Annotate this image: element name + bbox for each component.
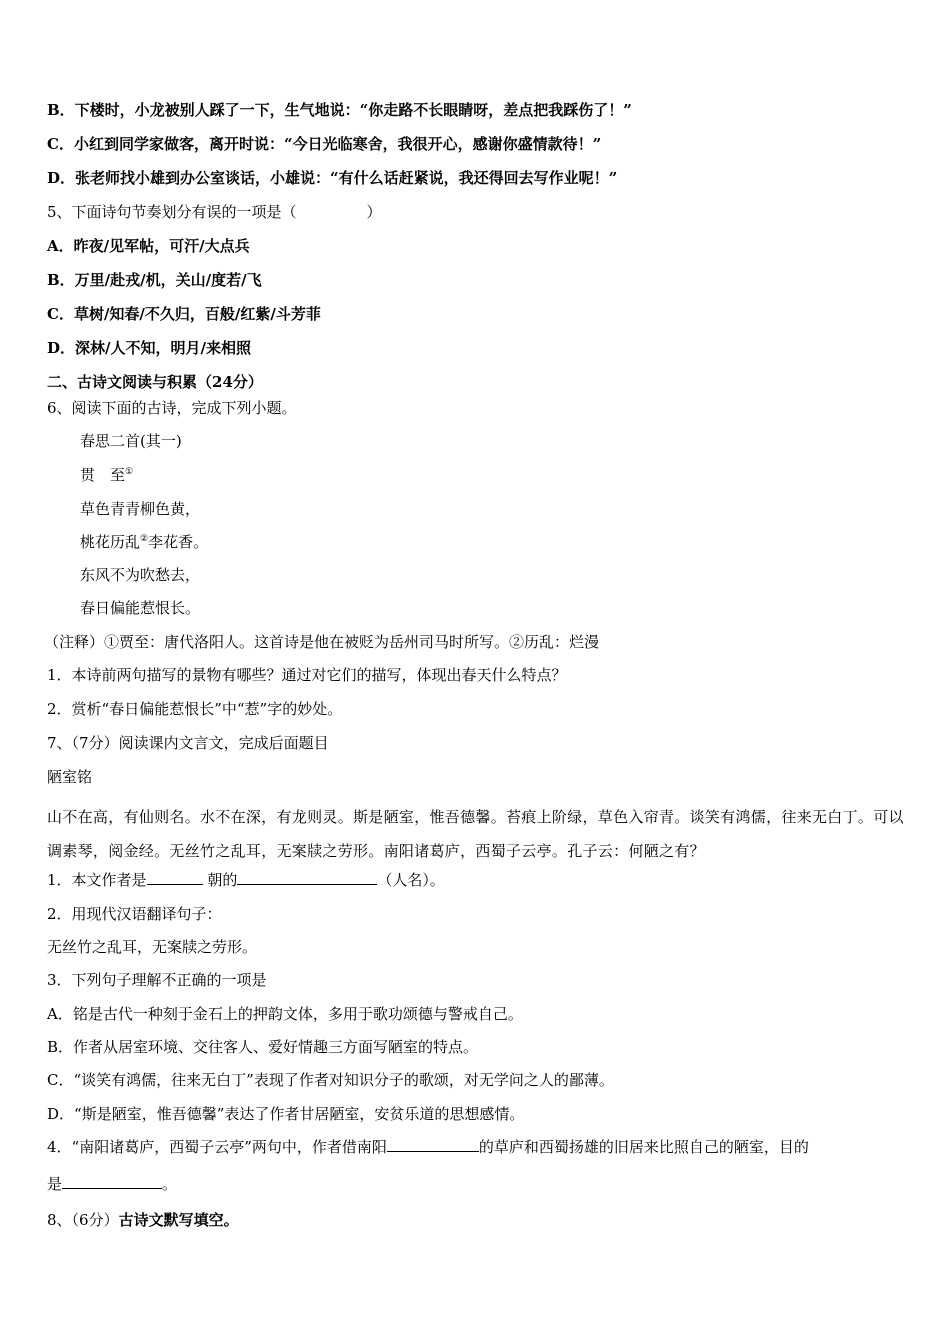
q7-sub-1-b: 朝的 <box>207 871 238 889</box>
q5-stem <box>47 202 382 222</box>
q7-sub-1 <box>47 870 445 890</box>
author-blank[interactable] <box>237 870 377 885</box>
q7-stem: 7、（7分）阅读课内文言文，完成后面题目 <box>47 734 329 752</box>
section-heading: 二、古诗文阅读与积累（24分） <box>47 373 263 391</box>
q6-sub-1: 1．本诗前两句描写的景物有哪些？通过对它们的描写，体现出春天什么特点？ <box>47 666 567 684</box>
q6-sub-2: 2．赏析“春日偏能惹恨长”中“惹”字的妙处。 <box>47 700 343 718</box>
q7-sub-3-option-d: D．“斯是陋室，惟吾德馨”表达了作者甘居陋室，安贫乐道的思想感情。 <box>47 1105 525 1123</box>
q7-sub-4-a: 4．“南阳诸葛庐，西蜀子云亭”两句中，作者借南阳 <box>47 1138 387 1156</box>
purpose-blank[interactable] <box>62 1174 162 1189</box>
q7-sub-3: 3．下列句子理解不正确的一项是 <box>47 971 267 989</box>
q6-stem: 6、阅读下面的古诗，完成下列小题。 <box>47 399 297 417</box>
author-note-mark: ① <box>125 467 134 477</box>
poem-title: 春思二首(其一) <box>80 432 182 450</box>
q7-sub-3-option-c: C．“谈笑有鸿儒，往来无白丁”表现了作者对知识分子的歌颂，对无学问之人的鄙薄。 <box>47 1071 614 1089</box>
q4-option-c: C．小红到同学家做客，离开时说：“今日光临寒舍，我很开心，感谢你盛情款待！” <box>47 135 602 153</box>
poem-author <box>80 465 133 485</box>
q7-sub-3-option-a: A．铭是古代一种刻于金石上的押韵文体，多用于歌功颂德与警戒自己。 <box>47 1005 523 1023</box>
dynasty-blank[interactable] <box>147 870 203 885</box>
q4-option-b: B．下楼时，小龙被别人踩了一下，生气地说：“你走路不长眼睛呀，差点把我踩伤了！” <box>47 101 632 119</box>
q8-title: 古诗文默写填空。 <box>118 1211 239 1229</box>
q5-option-a: A．昨夜/见军帖，可汗/大点兵 <box>47 237 250 255</box>
place-blank[interactable] <box>387 1137 479 1152</box>
q7-sub-1-c: （人名）。 <box>377 871 445 889</box>
q7-sub-1-a: 1．本文作者是 <box>47 871 147 889</box>
passage-title: 陋室铭 <box>47 768 93 786</box>
poem-line-4: 春日偏能惹恨长。 <box>80 599 201 617</box>
poem-line-3: 东风不为吹愁去， <box>80 566 201 584</box>
q7-sub-4-c: 是 <box>47 1175 63 1193</box>
q4-option-d: D．张老师找小雄到办公室谈话，小雄说：“有什么话赶紧说，我还得回去写作业呢！” <box>47 169 618 187</box>
q7-sub-2-sentence: 无丝竹之乱耳，无案牍之劳形。 <box>47 938 258 956</box>
q7-sub-4-d: 。 <box>162 1175 178 1193</box>
poem-line-2 <box>80 532 208 552</box>
q7-sub-4-cont <box>47 1174 177 1194</box>
poem-annotation: （注释）①贾至：唐代洛阳人。这首诗是他在被贬为岳州司马时所写。②历乱：烂漫 <box>44 633 600 651</box>
q8-stem <box>47 1210 239 1230</box>
q5-option-c: C．草树/知春/不久归，百般/红紫/斗芳菲 <box>47 305 321 323</box>
q5-option-d: D．深林/人不知，明月/来相照 <box>47 339 251 357</box>
q5-stem-close: ） <box>366 203 382 221</box>
line-note-mark: ② <box>140 534 149 544</box>
q7-sub-3-option-b: B．作者从居室环境、交往客人、爱好情趣三方面写陋室的特点。 <box>47 1038 479 1056</box>
q7-sub-2: 2．用现代汉语翻译句子： <box>47 905 222 923</box>
poem-line-2-a: 桃花历乱 <box>80 533 141 551</box>
q7-sub-4-b: 的草庐和西蜀扬雄的旧居来比照自己的陋室，目的 <box>478 1138 809 1156</box>
q5-option-b: B．万里/赴戎/机，关山/度若/飞 <box>47 271 262 289</box>
poem-line-1: 草色青青柳色黄， <box>80 500 201 518</box>
q8-prefix: 8、（6分） <box>47 1211 119 1229</box>
q7-sub-4 <box>47 1137 809 1157</box>
passage-text: 山不在高，有仙则名。水不在深，有龙则灵。斯是陋室，惟吾德馨。苔痕上阶绿，草色入帘青。谈笑有鸿儒，往来无白丁。可以调素琴，阅金经。无丝竹之乱耳，无案牍之劳形。南阳诸葛庐，西蜀子云亭。孔子云：何陋之有？ <box>47 808 904 860</box>
poem-line-2-b: 李花香。 <box>148 533 209 551</box>
q5-stem-text: 5、下面诗句节奏划分有误的一项是（ <box>47 203 297 221</box>
poem-author-name: 贯 至 <box>80 466 126 484</box>
